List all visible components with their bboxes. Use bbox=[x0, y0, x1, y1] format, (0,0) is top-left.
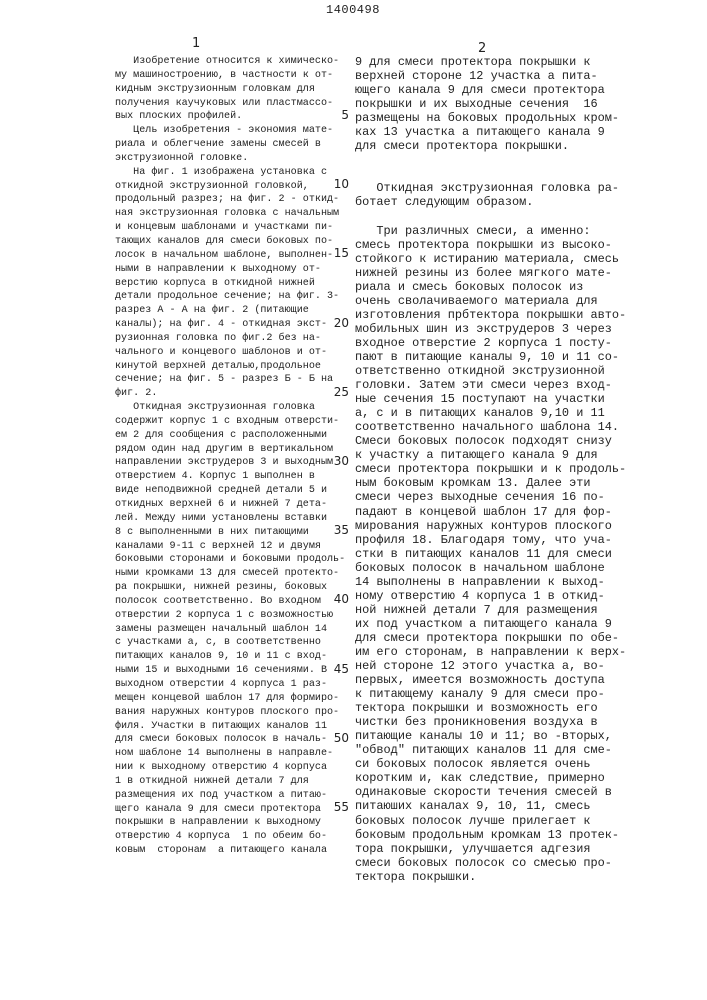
text-line: ными кромками 13 для смесей протекто- bbox=[115, 567, 345, 581]
text-line: откидной экструзионной головкой, bbox=[115, 180, 345, 194]
line-number: 55 bbox=[334, 800, 349, 814]
line-number: 45 bbox=[334, 662, 349, 676]
text-line: ответственно откидной экструзионной bbox=[355, 364, 626, 378]
text-line: ным боковым кромкам 13. Далее эти bbox=[355, 476, 626, 490]
text-line: питаюших каналах 9, 10, 11, смесь bbox=[355, 799, 626, 813]
text-line: питающих каналов 9, 10 и 11 с вход- bbox=[115, 650, 345, 664]
text-line: продольный разрез; на фиг. 2 - откид- bbox=[115, 193, 345, 207]
text-line: Откидная экструзионная головка ра- bbox=[355, 181, 626, 195]
text-line: тора покрышки, улучшается адгезия bbox=[355, 842, 626, 856]
text-line: и концевым шаблонами и участками пи- bbox=[115, 221, 345, 235]
text-line: смесь протектора покрышки из высоко- bbox=[355, 238, 626, 252]
text-line: лей. Между ними установлены вставки bbox=[115, 512, 345, 526]
text-line: Цель изобретения - экономия мате- bbox=[115, 124, 345, 138]
text-line: ках 13 участка а питающего канала 9 bbox=[355, 125, 626, 139]
text-line: нижней резины из более мягкого мате- bbox=[355, 266, 626, 280]
line-number: 50 bbox=[334, 731, 349, 745]
line-number: 30 bbox=[334, 454, 349, 468]
text-line: ными в направлении к выходному от- bbox=[115, 263, 345, 277]
text-line: размещения их под участком а питаю- bbox=[115, 789, 345, 803]
text-line: вания наружных контуров плоского про- bbox=[115, 706, 345, 720]
text-line: лосок в начальном шаблоне, выполнен- bbox=[115, 249, 345, 263]
text-line: питающие каналы 10 и 11; во -вторых, bbox=[355, 729, 626, 743]
text-line: мобильных шин из экструдеров 3 через bbox=[355, 322, 626, 336]
text-line: боковыми сторонами и боковыми продоль- bbox=[115, 553, 345, 567]
text-line: виде неподвижной средней детали 5 и bbox=[115, 484, 345, 498]
text-line: тектора покрышки и возможность его bbox=[355, 701, 626, 715]
text-line: риала и облегчение замены смесей в bbox=[115, 138, 345, 152]
text-line: покрышки в направлении к выходному bbox=[115, 816, 345, 830]
text-line: му машиностроению, в частности к от- bbox=[115, 69, 345, 83]
text-line: смеси боковых полосок со смесью про- bbox=[355, 856, 626, 870]
text-line: полосок соответственно. Во входном bbox=[115, 595, 345, 609]
text-line bbox=[355, 167, 626, 181]
text-line: кидным экструзионным головкам для bbox=[115, 83, 345, 97]
text-line: очень сволачиваемого материала для bbox=[355, 294, 626, 308]
text-line: ная экструзионная головка с начальным bbox=[115, 207, 345, 221]
text-line: 8 с выполненными в них питающими bbox=[115, 526, 345, 540]
text-line: рузионная головка по фиг.2 без на- bbox=[115, 332, 345, 346]
text-line: Изобретение относится к химическо- bbox=[115, 55, 345, 69]
text-line: для смеси боковых полосок в началь- bbox=[115, 733, 345, 747]
text-line: пают в питающие каналы 9, 10 и 11 со- bbox=[355, 350, 626, 364]
text-line: к питающему каналу 9 для смеси про- bbox=[355, 687, 626, 701]
line-number: 25 bbox=[334, 385, 349, 399]
text-line: им его сторонам, в направлении к верх- bbox=[355, 645, 626, 659]
text-line: ботает следующим образом. bbox=[355, 195, 626, 209]
text-line: ном шаблоне 14 выполнены в направле- bbox=[115, 747, 345, 761]
right-column-text bbox=[355, 55, 626, 884]
text-line: чального и концевого шаблонов и от- bbox=[115, 346, 345, 360]
text-line: первых, имеется возможность доступа bbox=[355, 673, 626, 687]
text-line: сечение; на фиг. 5 - разрез Б - Б на bbox=[115, 373, 345, 387]
text-line: ковым сторонам а питающего канала bbox=[115, 844, 345, 858]
text-line bbox=[355, 153, 626, 167]
text-line: Откидная экструзионная головка bbox=[115, 401, 345, 415]
text-line: для смеси протектора покрышки. bbox=[355, 139, 626, 153]
text-line: профиля 18. Благодаря тому, что уча- bbox=[355, 533, 626, 547]
text-line: покрышки и их выходные сечения 16 bbox=[355, 97, 626, 111]
text-line: ем 2 для сообщения с расположенными bbox=[115, 429, 345, 443]
text-line: ра покрышки, нижней резины, боковых bbox=[115, 581, 345, 595]
text-line: тающих каналов для смеси боковых по- bbox=[115, 235, 345, 249]
text-line: ющего канала 9 для смеси протектора bbox=[355, 83, 626, 97]
text-line: головки. Затем эти смеси через вход- bbox=[355, 378, 626, 392]
text-line: верстию корпуса в откидной нижней bbox=[115, 277, 345, 291]
text-line: каналами 9-11 с верхней 12 и двумя bbox=[115, 540, 345, 554]
text-line: направлении экструдеров 3 и выходным bbox=[115, 456, 345, 470]
text-line: 14 выполнены в направлении к выход- bbox=[355, 575, 626, 589]
text-line: вых плоских профилей. bbox=[115, 110, 345, 124]
text-line: Три различных смеси, а именно: bbox=[355, 224, 626, 238]
text-line: стки в питающих каналов 11 для смеси bbox=[355, 547, 626, 561]
text-line: их под участком а питающего канала 9 bbox=[355, 617, 626, 631]
text-line: откидных верхней 6 и нижней 7 дета- bbox=[115, 498, 345, 512]
text-line: ной нижней детали 7 для размещения bbox=[355, 603, 626, 617]
text-line: ные сечения 15 поступают на участки bbox=[355, 392, 626, 406]
line-number: 15 bbox=[334, 246, 349, 260]
text-line: нии к выходному отверстию 4 корпуса bbox=[115, 761, 345, 775]
text-line: замены размещен начальный шаблон 14 bbox=[115, 623, 345, 637]
text-line: коротким и, как следствие, примерно bbox=[355, 771, 626, 785]
text-line: рядом один над другим в вертикальном bbox=[115, 443, 345, 457]
text-line: одинаковые скорости течения смесей в bbox=[355, 785, 626, 799]
text-line: стойкого к истиранию материала, смесь bbox=[355, 252, 626, 266]
text-line: тектора покрышки. bbox=[355, 870, 626, 884]
text-line: щего канала 9 для смеси протектора bbox=[115, 803, 345, 817]
text-line: риала и смесь боковых полосок из bbox=[355, 280, 626, 294]
text-line: боковым продольным кромкам 13 протек- bbox=[355, 828, 626, 842]
text-line: падают в концевой шаблон 17 для фор- bbox=[355, 505, 626, 519]
text-line: си боковых полосок является очень bbox=[355, 757, 626, 771]
column-number-right: 2 bbox=[478, 41, 486, 56]
text-line: содержит корпус 1 с входным отверсти- bbox=[115, 415, 345, 429]
text-line: 9 для смеси протектора покрышки к bbox=[355, 55, 626, 69]
text-line: отверстии 2 корпуса 1 с возможностью bbox=[115, 609, 345, 623]
text-line: чистки без проникновения воздуха в bbox=[355, 715, 626, 729]
text-line: размещены на боковых продольных кром- bbox=[355, 111, 626, 125]
text-line: отверстием 4. Корпус 1 выполнен в bbox=[115, 470, 345, 484]
column-number-left: 1 bbox=[192, 36, 200, 51]
text-line: разрез А - А на фиг. 2 (питающие bbox=[115, 304, 345, 318]
text-line: каналы); на фиг. 4 - откидная экст- bbox=[115, 318, 345, 332]
text-line: изготовления прбтектора покрышки авто- bbox=[355, 308, 626, 322]
patent-number: 1400498 bbox=[326, 3, 380, 17]
text-line: получения каучуковых или пластмассо- bbox=[115, 97, 345, 111]
text-line: 1 в откидной нижней детали 7 для bbox=[115, 775, 345, 789]
line-number: 10 bbox=[334, 177, 349, 191]
text-line: экструзионной головке. bbox=[115, 152, 345, 166]
text-line: ней стороне 12 этого участка а, во- bbox=[355, 659, 626, 673]
line-number: 35 bbox=[334, 523, 349, 537]
text-line bbox=[355, 210, 626, 224]
text-line: детали продольное сечение; на фиг. 3- bbox=[115, 290, 345, 304]
text-line: ными 15 и выходными 16 сечениями. В bbox=[115, 664, 345, 678]
text-line: а, с и в питающих каналов 9,10 и 11 bbox=[355, 406, 626, 420]
line-number: 40 bbox=[334, 592, 349, 606]
text-line: На фиг. 1 изображена установка с bbox=[115, 166, 345, 180]
text-line: входное отверстие 2 корпуса 1 посту- bbox=[355, 336, 626, 350]
text-line: кинутой верхней деталью,продольное bbox=[115, 360, 345, 374]
text-line: соответственно начального шаблона 14. bbox=[355, 420, 626, 434]
text-line: смеси через выходные сечения 16 по- bbox=[355, 490, 626, 504]
text-line: мирования наружных контуров плоского bbox=[355, 519, 626, 533]
left-column-text bbox=[115, 55, 345, 858]
text-line: для смеси протектора покрышки по обе- bbox=[355, 631, 626, 645]
text-line: отверстию 4 корпуса 1 по обеим бо- bbox=[115, 830, 345, 844]
line-number: 5 bbox=[341, 108, 349, 122]
text-line: к участку а питающего канала 9 для bbox=[355, 448, 626, 462]
text-line: фиг. 2. bbox=[115, 387, 345, 401]
text-line: боковых полосок лучше прилегает к bbox=[355, 814, 626, 828]
text-line: "обвод" питающих каналов 11 для сме- bbox=[355, 743, 626, 757]
text-line: Смеси боковых полосок подходят снизу bbox=[355, 434, 626, 448]
text-line: смеси протектора покрышки и к продоль- bbox=[355, 462, 626, 476]
line-number: 20 bbox=[334, 316, 349, 330]
text-line: с участками а, с, в соответственно bbox=[115, 636, 345, 650]
text-line: выходном отверстии 4 корпуса 1 раз- bbox=[115, 678, 345, 692]
text-line: ному отверстию 4 корпуса 1 в откид- bbox=[355, 589, 626, 603]
text-line: филя. Участки в питающих каналов 11 bbox=[115, 720, 345, 734]
text-line: боковых полосок в начальном шаблоне bbox=[355, 561, 626, 575]
text-line: верхней стороне 12 участка а пита- bbox=[355, 69, 626, 83]
text-line: мещен концевой шаблон 17 для формиро- bbox=[115, 692, 345, 706]
